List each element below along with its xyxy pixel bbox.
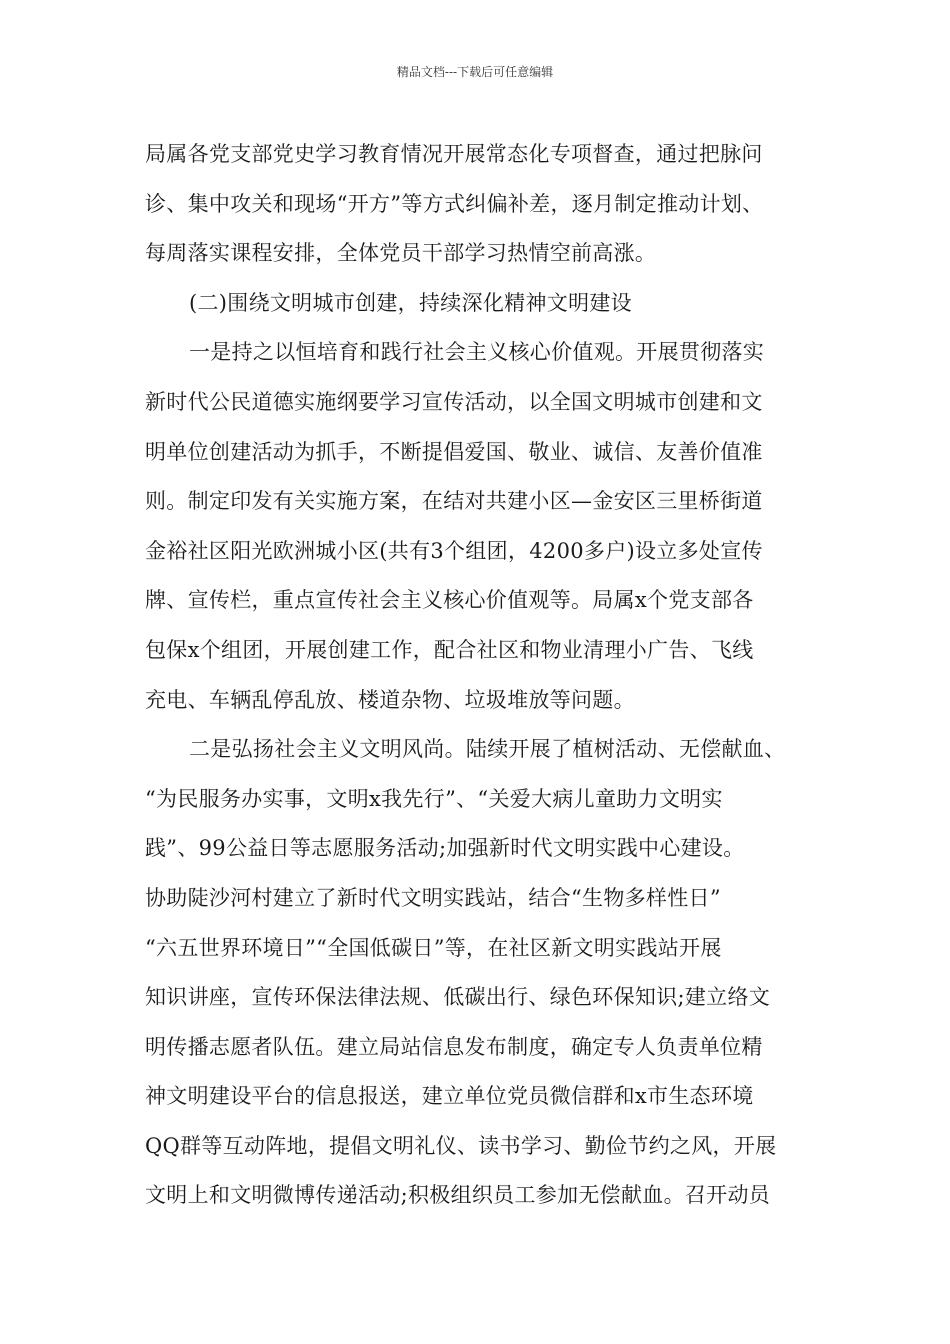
text-line: QQ群等互动阵地，提倡文明礼仪、读书学习、勤俭节约之风，开展	[145, 1133, 777, 1158]
text-line: 牌、宣传栏，重点宣传社会主义核心价值观等。局属x个党支部各	[145, 588, 754, 613]
text-line: 践”、99公益日等志愿服务活动;加强新时代文明实践中心建设。	[145, 836, 745, 861]
text-line: “为民服务办实事，文明x我先行”、“关爱大病儿童助力文明实	[145, 786, 723, 811]
page-header: 精品文档---下载后可任意编辑	[396, 65, 554, 79]
paragraph-start: 一是持之以恒培育和践行社会主义核心价值观。开展贯彻落实	[189, 340, 765, 365]
text-line: 每周落实课程安排，全体党员干部学习热情空前高涨。	[145, 241, 657, 266]
text-line: 明单位创建活动为抓手，不断提倡爱国、敬业、诚信、友善价值准	[145, 439, 763, 464]
text-line: 神文明建设平台的信息报送，建立单位党员微信群和x市生态环境	[145, 1084, 754, 1109]
paragraph-start: 二是弘扬社会主义文明风尚。陆续开展了植树活动、无偿献血、	[189, 737, 786, 762]
section-heading: (二)围绕文明城市创建，持续深化精神文明建设	[189, 290, 632, 315]
document-body	[145, 130, 810, 1221]
text-line: 诊、集中攻关和现场“开方”等方式纠偏补差，逐月制定推动计划、	[145, 191, 764, 216]
text-line: 协助陡沙河村建立了新时代文明实践站，结合“生物多样性日”	[145, 885, 721, 910]
text-line: 包保x个组团，开展创建工作，配合社区和物业清理小广告、飞线	[145, 637, 754, 662]
text-line: 明传播志愿者队伍。建立局站信息发布制度，确定专人负责单位精	[145, 1034, 763, 1059]
text-line: 局属各党支部党史学习教育情况开展常态化专项督查，通过把脉问	[145, 142, 763, 166]
text-line: 知识讲座，宣传环保法律法规、低碳出行、绿色环保知识;建立络文	[145, 985, 771, 1010]
text-line: 新时代公民道德实施纲要学习宣传活动，以全国文明城市创建和文	[145, 389, 763, 414]
text-line: 充电、车辆乱停乱放、楼道杂物、垃圾堆放等问题。	[145, 687, 635, 712]
text-line: 文明上和文明微博传递活动;积极组织员工参加无偿献血。召开动员	[145, 1183, 771, 1208]
text-line: 则。制定印发有关实施方案，在结对共建小区—金安区三里桥街道	[145, 489, 763, 514]
text-line: “六五世界环境日”“全国低碳日”等，在社区新文明实践站开展	[145, 935, 722, 960]
text-line: 金裕社区阳光欧洲城小区(共有3个组团，4200多户)设立多处宣传	[145, 538, 763, 563]
